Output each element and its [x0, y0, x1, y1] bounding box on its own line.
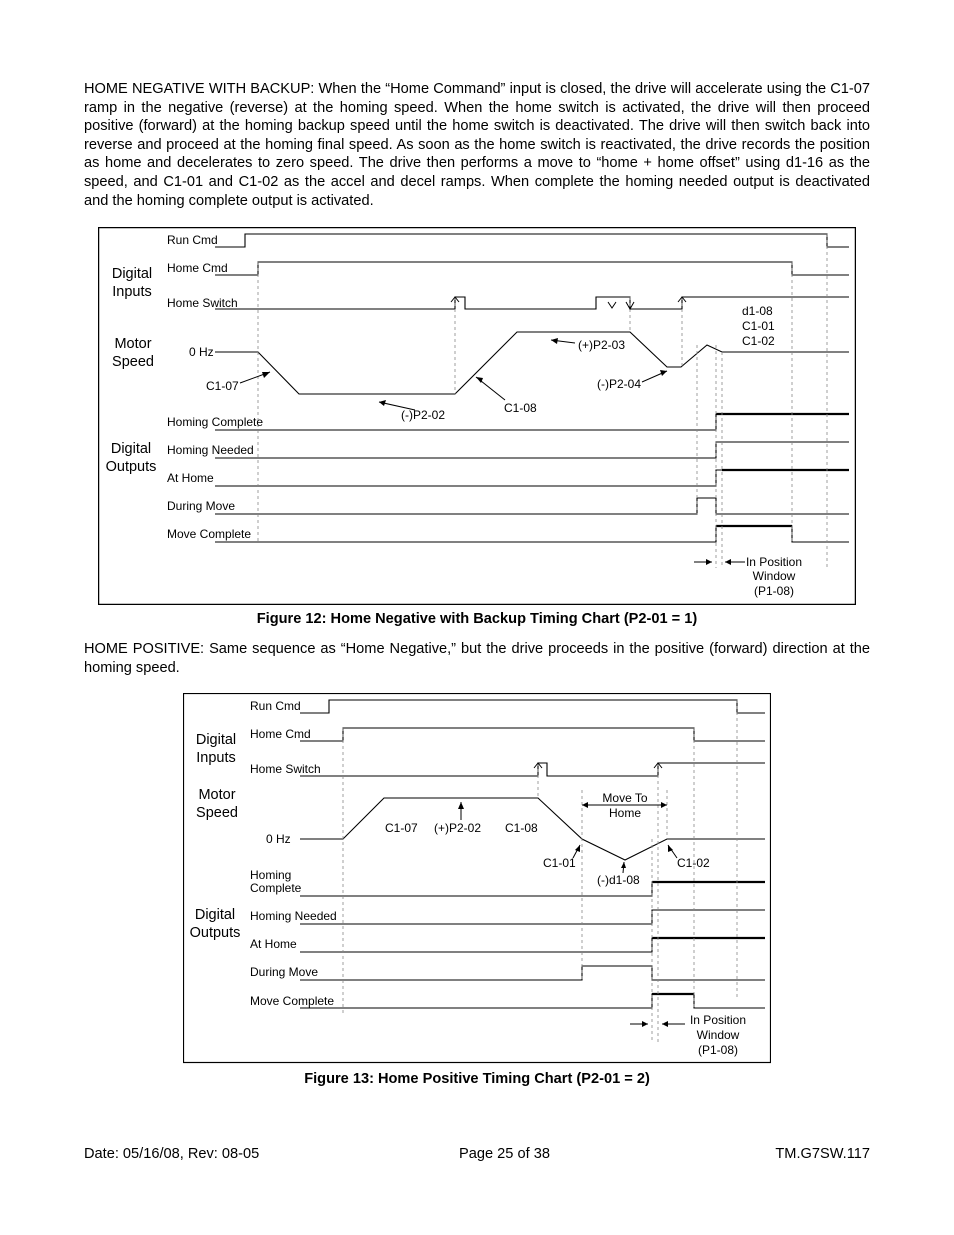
fig13-annotation-c1-08: C1-08: [505, 821, 538, 835]
figure-12-caption: Figure 12: Home Negative with Backup Timing Chart (P2-01 = 1): [256, 611, 698, 627]
fig12-label-homing-complete: Homing Complete: [167, 415, 264, 429]
footer-document-id: TM.G7SW.117: [775, 1146, 870, 1162]
fig13-label-homing-needed: Homing Needed: [250, 909, 337, 923]
fig13-label-move-complete: Move Complete: [250, 994, 335, 1008]
fig13-annotation-window-line3: (P1-08): [697, 1043, 739, 1057]
fig12-annotation-p2-03: (+)P2-03: [578, 338, 626, 352]
fig12-annotation-d1-08: d1-08: [742, 304, 773, 318]
fig13-annotation-p2-02: (+)P2-02: [434, 821, 482, 835]
fig12-label-homing-needed: Homing Needed: [167, 443, 254, 457]
intro-paragraph: HOME NEGATIVE WITH BACKUP: When the “Home Command” input is closed, the drive will accelerate using the C1-07 ramp in the negative (reverse) at the homing speed. When the home switch is activated, the drive will then proceed positive (forward) at the homing backup speed until the home switch is deactivated. The drive will then switch back into reverse and proceed at the homing final speed. As soon as the home switch is reactivated, the drive records the position as home and decelerates to zero speed. The drive then performs a move to “home + home offset” using d1-16 as the speed, and C1-01 and C1-02 as the accel and decel ramps. When complete the homing needed output is deactivated and the homing complete output is activated.: [84, 81, 870, 209]
fig13-annotation-c1-02: C1-02: [677, 856, 710, 870]
fig12-annotation-window-line2: Window: [752, 569, 796, 583]
fig13-group-inputs-line1: Digital: [195, 732, 237, 748]
fig12-annotation-window-line1: In Position: [745, 555, 803, 569]
fig12-annotation-c1-07: C1-07: [206, 379, 239, 393]
fig13-annotation-c1-01: C1-01: [543, 856, 576, 870]
fig13-label-homing-complete-line2: Complete: [250, 881, 302, 895]
footer-date: Date: 05/16/08, Rev: 08-05: [84, 1146, 260, 1162]
fig12-group-outputs-line1: Digital: [110, 441, 152, 457]
fig12-label-during-move: During Move: [167, 499, 236, 513]
fig12-group-outputs-line2: Outputs: [105, 459, 157, 475]
footer-page-number: Page 25 of 38: [459, 1146, 550, 1162]
fig12-annotation-c1-08: C1-08: [504, 401, 537, 415]
fig12-label-move-complete: Move Complete: [167, 527, 252, 541]
fig12-label-zero-hz: 0 Hz: [189, 345, 214, 359]
fig13-label-during-move: During Move: [250, 965, 319, 979]
fig12-group-speed-line1: Motor: [114, 336, 152, 352]
fig12-label-home-switch: Home Switch: [167, 296, 238, 310]
fig12-annotation-window-line3: (P1-08): [753, 584, 795, 598]
fig13-annotation-move-to-home-line1: Move To: [602, 791, 648, 805]
figure-13-timing-chart: [183, 693, 771, 1064]
fig12-annotation-p2-04: (-)P2-04: [597, 377, 642, 391]
fig13-annotation-move-to-home-line2: Home: [608, 806, 642, 820]
fig13-annotation-window-line1: In Position: [689, 1013, 747, 1027]
fig12-label-run-cmd: Run Cmd: [167, 233, 218, 247]
fig12-label-at-home: At Home: [167, 471, 214, 485]
fig13-group-inputs-line2: Inputs: [196, 750, 236, 766]
fig13-group-speed-line1: Motor: [198, 787, 236, 803]
fig13-group-outputs-line2: Outputs: [189, 925, 241, 941]
fig12-group-inputs-line1: Digital: [111, 266, 153, 282]
fig13-label-home-switch: Home Switch: [250, 762, 321, 776]
fig12-group-inputs-line2: Inputs: [112, 284, 152, 300]
fig13-label-home-cmd: Home Cmd: [250, 727, 311, 741]
fig13-annotation-window-line2: Window: [696, 1028, 740, 1042]
home-positive-paragraph: HOME POSITIVE: Same sequence as “Home Negative,” but the drive proceeds in the positive (forward) direction at the homing speed.: [84, 641, 870, 676]
fig13-label-run-cmd: Run Cmd: [250, 699, 301, 713]
figure-13-caption: Figure 13: Home Positive Timing Chart (P2-01 = 2): [304, 1071, 650, 1087]
fig13-group-outputs-line1: Digital: [194, 907, 236, 923]
figure-12-timing-chart: [98, 227, 856, 605]
fig12-annotation-c1-02: C1-02: [742, 334, 775, 348]
fig13-annotation-c1-07: C1-07: [385, 821, 418, 835]
fig13-label-at-home: At Home: [250, 937, 297, 951]
fig12-annotation-p2-02: (-)P2-02: [401, 408, 446, 422]
fig12-annotation-c1-01: C1-01: [742, 319, 775, 333]
fig13-annotation-d1-08: (-)d1-08: [597, 873, 640, 887]
fig13-label-zero-hz: 0 Hz: [266, 832, 291, 846]
fig12-group-speed-line2: Speed: [112, 354, 154, 370]
fig13-group-speed-line2: Speed: [196, 805, 238, 821]
fig13-label-homing-complete-line1: Homing: [250, 868, 292, 882]
fig12-label-home-cmd: Home Cmd: [167, 261, 228, 275]
